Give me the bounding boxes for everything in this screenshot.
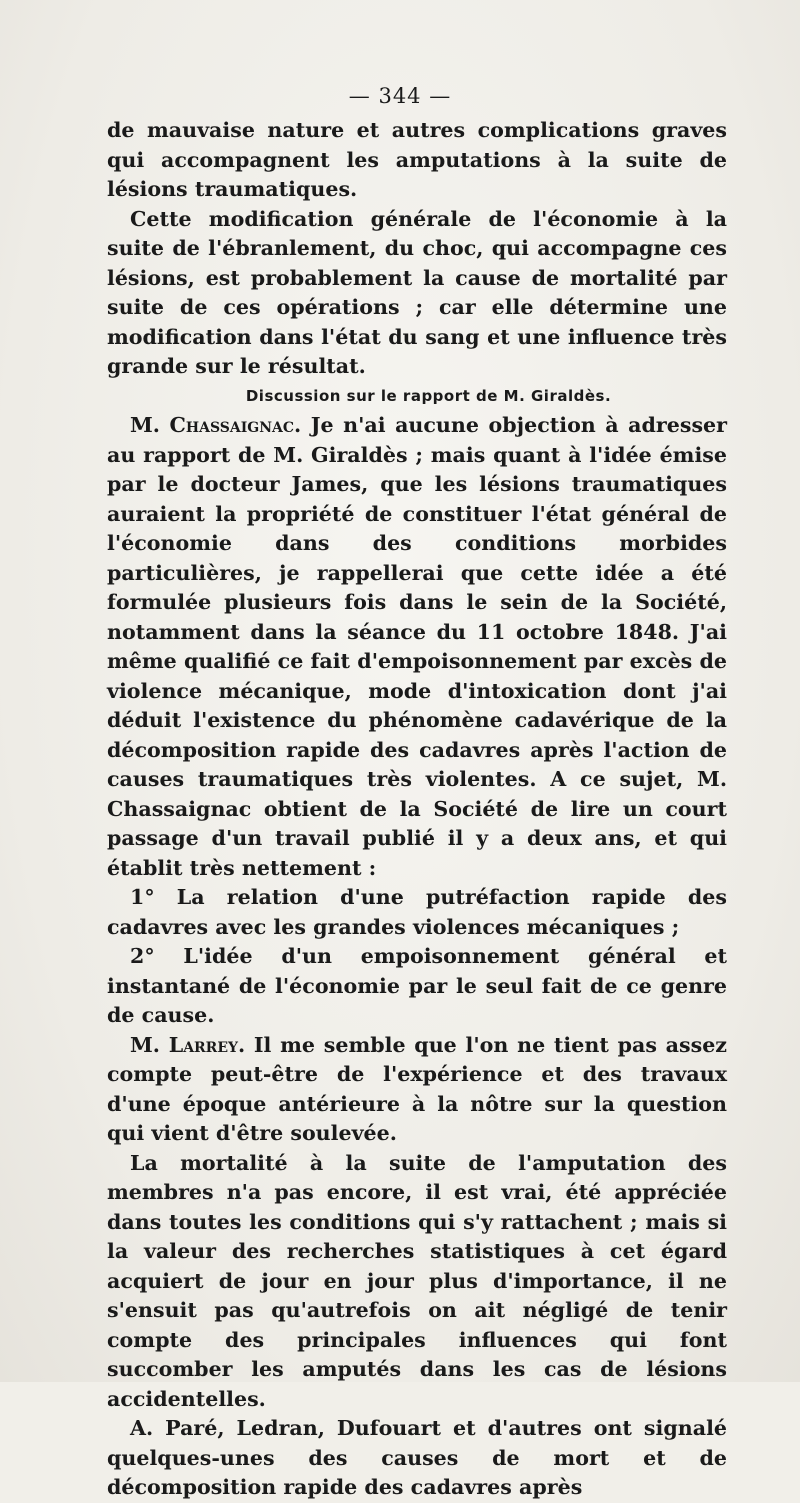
paragraph-3 [107,411,727,883]
paragraph-3-text: Je n'ai aucune objection à adresser au rapport de M. Giraldès ; mais quant à l'idée émise par le docteur James, que les lésions traumatiques auraient la propriété de constituer l'état général de l'économie dans des conditions morbides particulières, je rappellerai que cette idée a été formulée plusieurs fois dans le sein de la Société, notamment dans la séance du 11 octobre 1848. J'ai même qualifié ce fait d'empoisonnement par excès de violence mécanique, mode d'intoxication dont j'ai déduit l'existence du phénomène cadavérique de la décomposition rapide des cadavres après l'action de causes traumatiques très violentes. A ce sujet, M. Chassaignac obtient de la Société de lire un court passage d'un travail publié il y a deux ans, et qui établit très nettement : [107,413,727,880]
paragraph-1: de mauvaise nature et autres complications graves qui accompagnent les amputations à la suite de lésions traumatiques. [107,118,727,201]
paragraph-5: La mortalité à la suite de l'amputation des membres n'a pas encore, il est vrai, été appréciée dans toutes les conditions qui s'y rattachent ; mais si la valeur des recherches statistiques à cet égard acquiert de jour en jour plus d'importance, il ne s'ensuit pas qu'autrefois on ait négligé de tenir compte des principales influences qui font succomber les amputés dans les cas de lésions accidentelles. [107,1150,727,1411]
paragraph-4-text: Il me semble que l'on ne tient pas assez compte peut-être de l'expérience et des travaux d'une époque antérieure à la nôtre sur la question qui vient d'être soulevée. [107,1032,727,1145]
paragraph-4 [107,1031,727,1149]
page-number: — 344 — [348,84,452,108]
section-heading: Discussion sur le rapport de M. Giraldès. [245,386,612,405]
speaker-name: M. Larrey. [130,1032,246,1057]
list-item-2: 2° L'idée d'un empoisonnement général et instantané de l'économie par le seul fait de ce genre de cause. [107,944,727,1027]
list-item-1: 1° La relation d'une putréfaction rapide des cadavres avec les grandes violences mécaniques ; [107,885,727,939]
body-text [107,116,727,1503]
paragraph-6: A. Paré, Ledran, Dufouart et d'autres ont signalé quelques-unes des causes de mort et de décomposition rapide des cadavres après [107,1416,727,1499]
paragraph-2: Cette modification générale de l'économie à la suite de l'ébranlement, du choc, qui accompagne ces lésions, est probablement la cause de mortalité par suite de ces opérations ; car elle détermine une modification dans l'état du sang et une influence très grande sur le résultat. [107,206,727,378]
speaker-name: M. Chassaignac. [130,413,302,437]
